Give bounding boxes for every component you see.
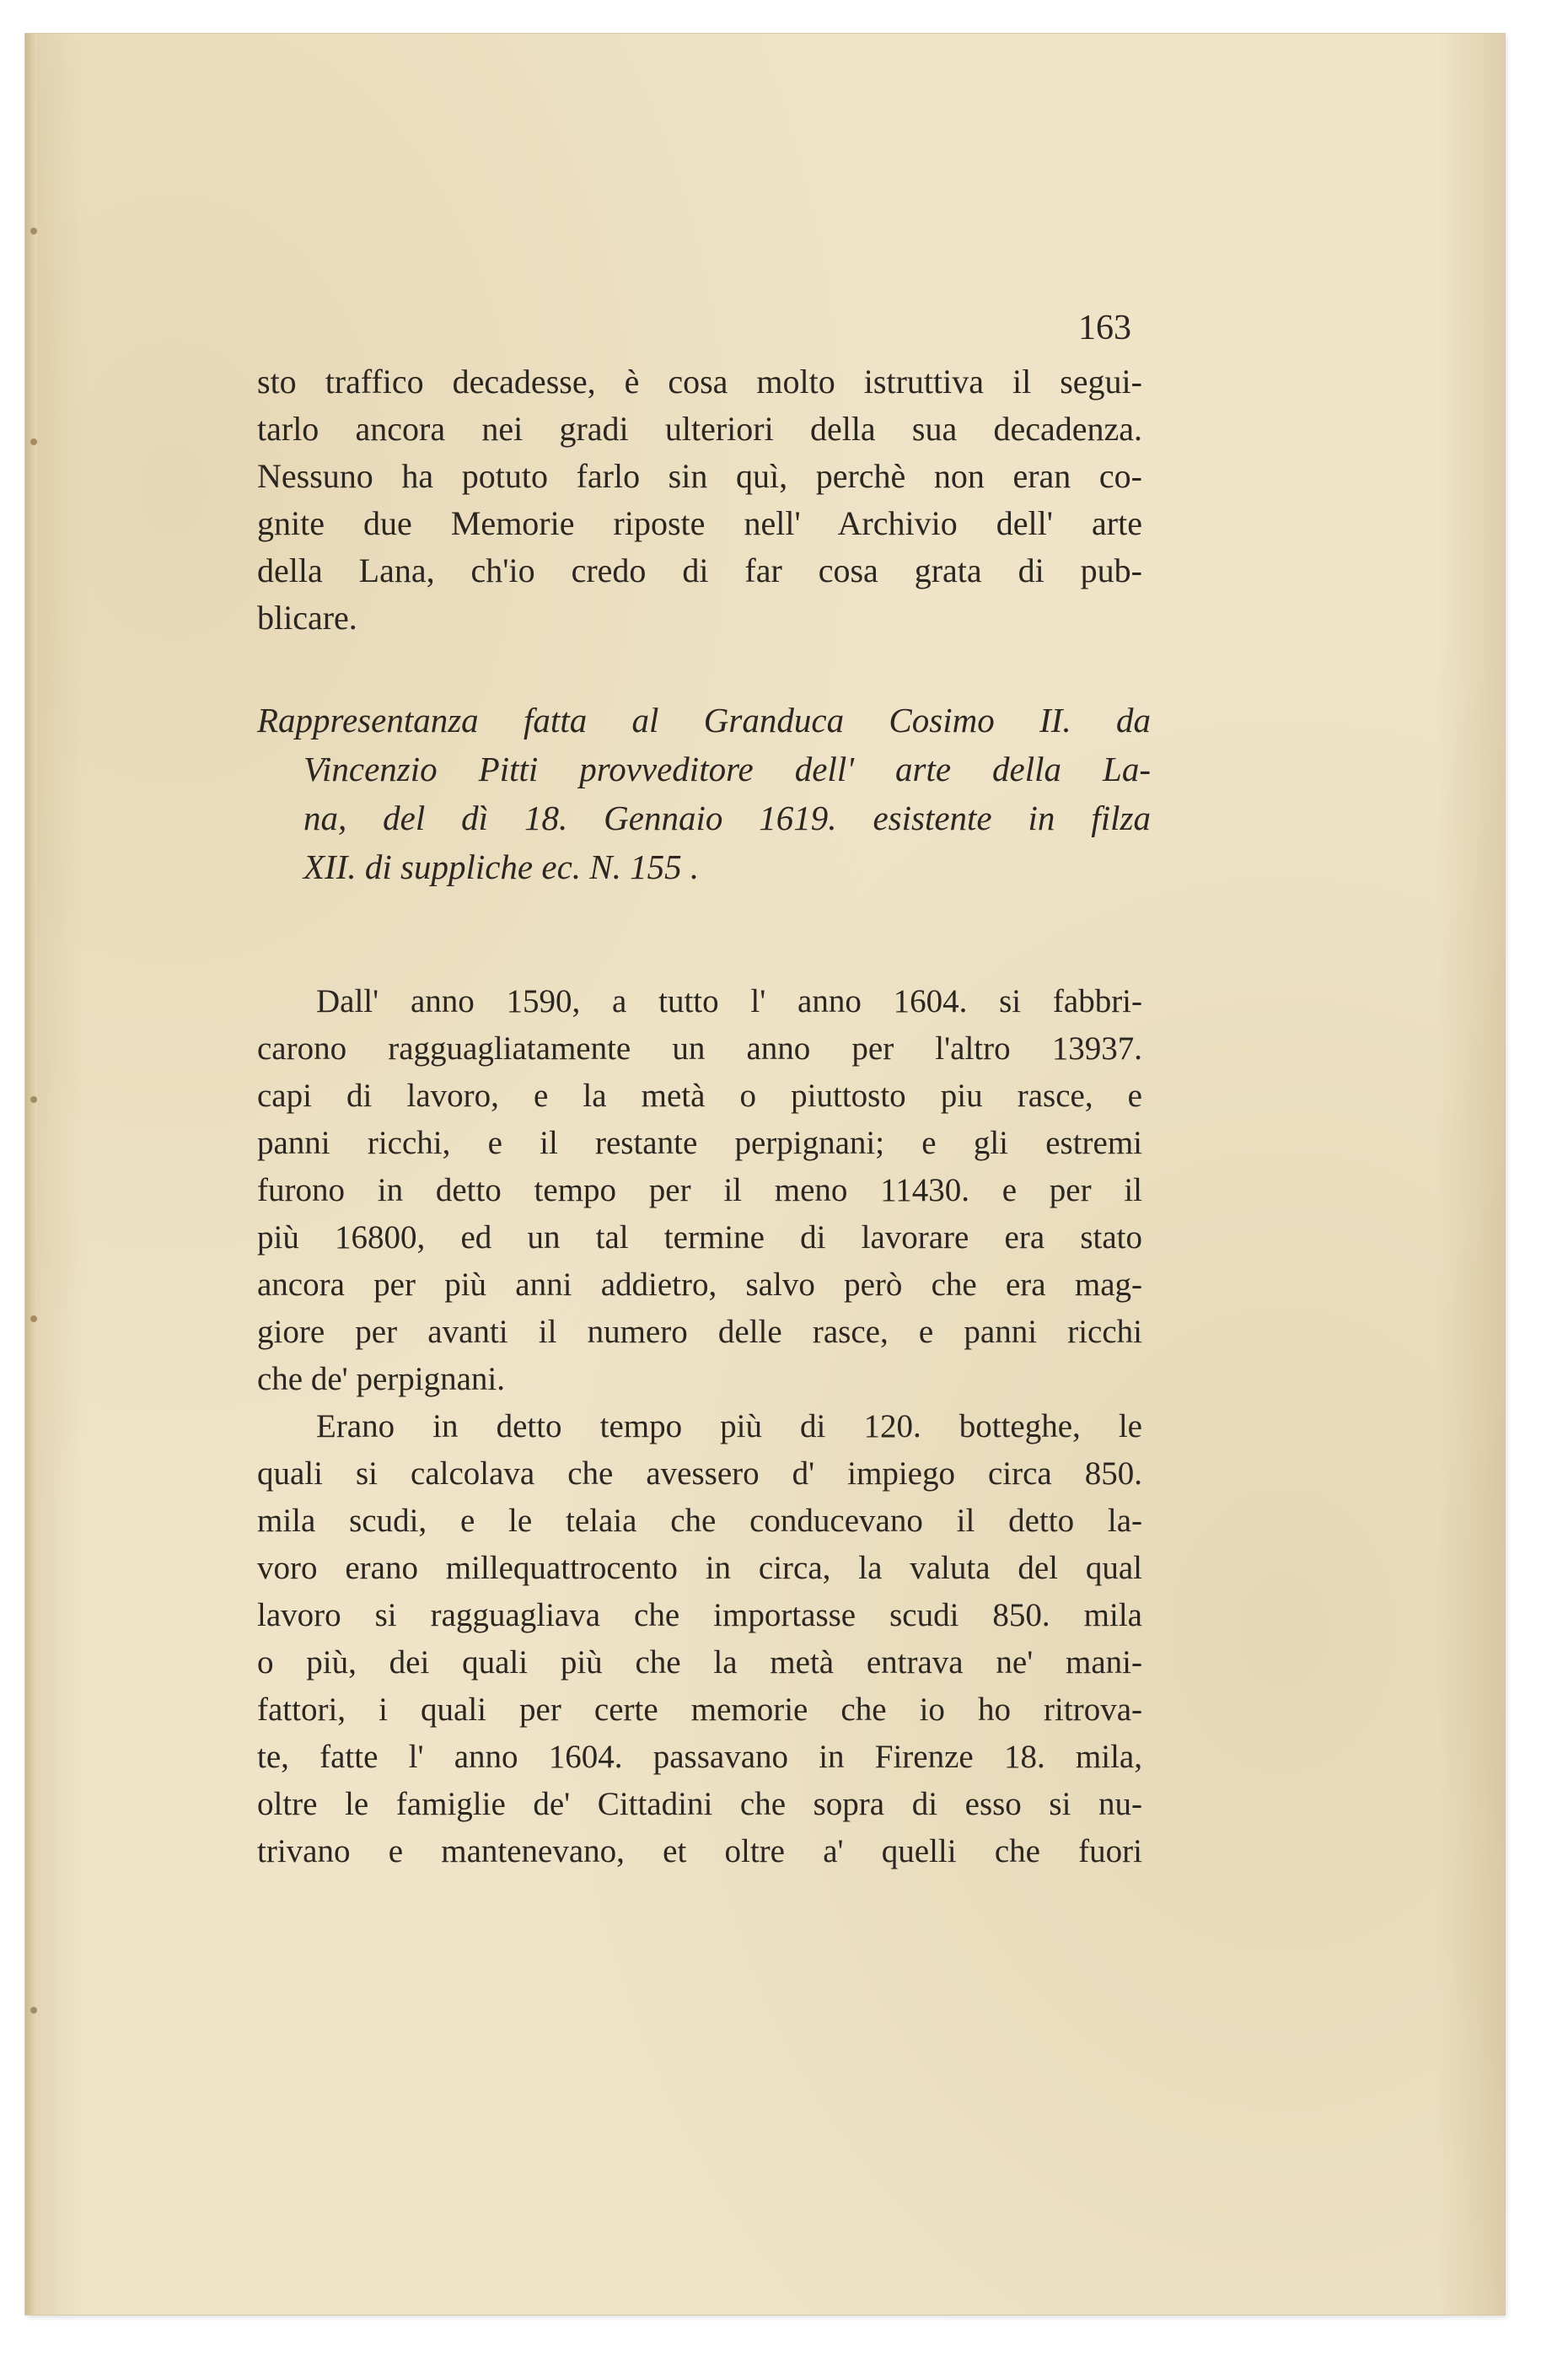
text-line: voro erano millequattrocento in circa, la valuta del qual — [257, 1550, 1142, 1586]
text-line: Nessuno ha potuto farlo sin quì, perchè non eran co- — [257, 457, 1142, 495]
text-line: tarlo ancora nei gradi ulteriori della sua decadenza. — [257, 410, 1142, 448]
text-line: della Lana, ch'io credo di far cosa grata di pub- — [257, 551, 1142, 589]
heading-line: XII. di suppliche ec. N. 155 . — [303, 847, 700, 886]
text-line: ancora per più anni addietro, salvo però che era mag- — [257, 1267, 1142, 1303]
section-heading — [257, 696, 1151, 891]
text-line: carono ragguagliatamente un anno per l'altro 13937. — [257, 1030, 1142, 1067]
text-line: fattori, i quali per certe memorie che io ho ritrova- — [257, 1691, 1142, 1728]
binding-stitch — [30, 2007, 37, 2014]
binding-stitch — [30, 438, 37, 445]
text-line: panni ricchi, e il restante perpignani; e gli estremi — [257, 1125, 1142, 1161]
body-text — [257, 978, 1142, 1875]
binding-stitch — [30, 1315, 37, 1322]
text-line: oltre le famiglie de' Cittadini che sopra di esso si nu- — [257, 1786, 1142, 1822]
text-line: Dall' anno 1590, a tutto l' anno 1604. si fabbri- — [316, 983, 1142, 1019]
heading-line: Vincenzio Pitti provveditore dell' arte della La- — [303, 750, 1151, 788]
text-line: Erano in detto tempo più di 120. botteghe, le — [316, 1408, 1142, 1444]
intro-paragraph — [257, 358, 1142, 642]
text-line: lavoro si ragguagliava che importasse scudi 850. mila — [257, 1597, 1142, 1633]
text-line: mila scudi, e le telaia che conducevano il detto la- — [257, 1503, 1142, 1539]
page-number: 163 — [1078, 309, 1131, 347]
text-line: più 16800, ed un tal termine di lavorare era stato — [257, 1219, 1142, 1256]
binding-edge — [25, 34, 37, 2315]
text-line: o più, dei quali più che la metà entrava ne' mani- — [257, 1644, 1142, 1681]
text-line: giore per avanti il numero delle rasce, e panni ricchi — [257, 1314, 1142, 1350]
text-line: gnite due Memorie riposte nell' Archivio dell' arte — [257, 504, 1142, 542]
binding-stitch — [30, 228, 37, 234]
text-line: sto traffico decadesse, è cosa molto istruttiva il segui- — [257, 363, 1142, 401]
text-line: furono in detto tempo per il meno 11430. e per il — [257, 1172, 1142, 1208]
text-line: blicare. — [257, 599, 357, 637]
text-line: capi di lavoro, e la metà o piuttosto piu rasce, e — [257, 1078, 1142, 1114]
binding-stitch — [30, 1096, 37, 1103]
text-line: trivano e mantenevano, et oltre a' quelli che fuori — [257, 1833, 1142, 1869]
heading-line: na, del dì 18. Gennaio 1619. esistente in filza — [303, 799, 1151, 837]
text-line: te, fatte l' anno 1604. passavano in Firenze 18. mila, — [257, 1739, 1142, 1775]
text-line: che de' perpignani. — [257, 1361, 505, 1397]
heading-line: Rappresentanza fatta al Granduca Cosimo II. da — [257, 701, 1151, 739]
text-line: quali si calcolava che avessero d' impiego circa 850. — [257, 1455, 1142, 1492]
